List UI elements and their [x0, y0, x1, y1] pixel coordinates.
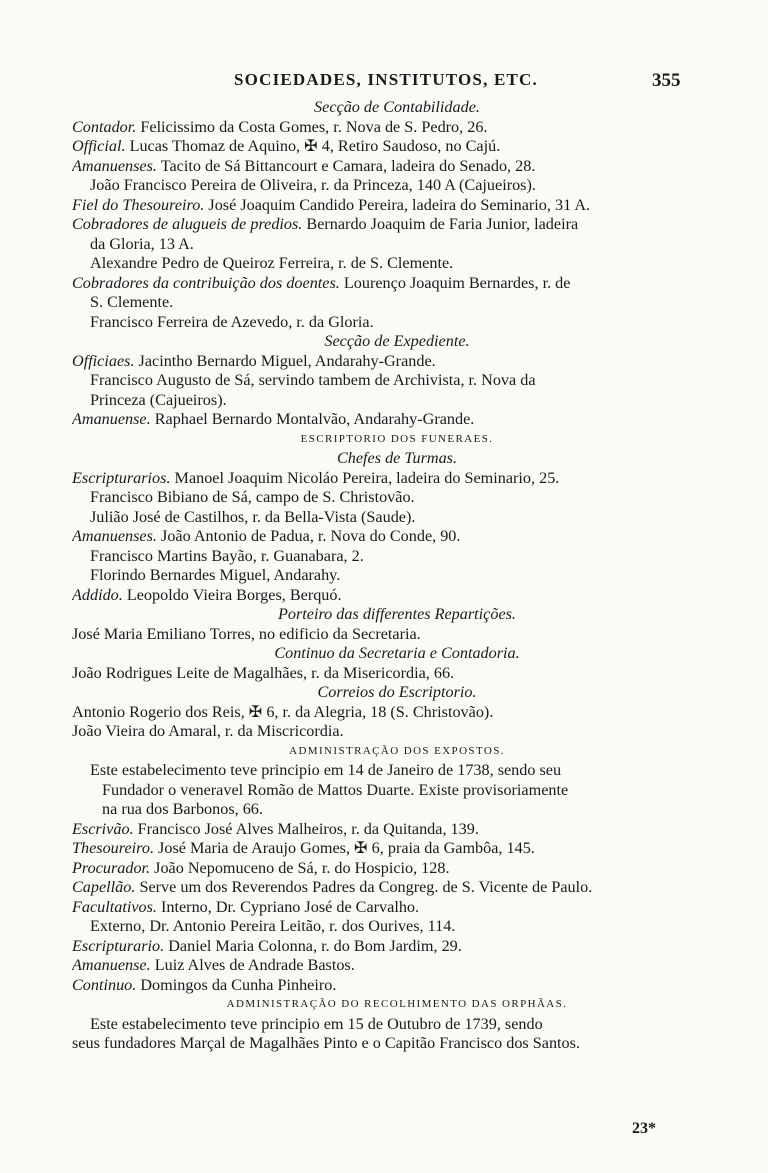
- section-title: ESCRIPTORIO DOS FUNERAES.: [300, 432, 494, 445]
- paragraph-line: Fundador o veneravel Romão de Mattos Duarte. Existe provisoriamente: [102, 780, 569, 799]
- role-label: Amanuense.: [72, 410, 151, 428]
- entry-line: da Gloria, 13 A.: [90, 234, 194, 253]
- entry-line: Alexandre Pedro de Queiroz Ferreira, r. de S. Clemente.: [90, 254, 454, 272]
- entry-line: S. Clemente.: [90, 293, 174, 311]
- entry-text: Daniel Maria Colonna, r. do Bom Jardim, 29.: [164, 936, 462, 955]
- entry-line: Externo, Dr. Antonio Pereira Leitão, r. dos Ourives, 114.: [90, 917, 456, 935]
- entry-text: João Nepomuceno de Sá, r. do Hospicio, 128.: [150, 858, 450, 877]
- entry-line: Francisco Augusto de Sá, servindo tambem de Archivista, r. Nova da: [90, 371, 536, 389]
- entry-line: [72, 118, 722, 138]
- entry-line: [72, 976, 722, 996]
- entry-line: [72, 586, 722, 606]
- entry-line: [72, 274, 722, 294]
- entry-line: Julião José de Castilhos, r. da Bella-Vista (Saude).: [90, 507, 416, 526]
- section-title: ADMINISTRAÇÃO DO RECOLHIMENTO DAS ORPHÃAS.: [226, 998, 568, 1010]
- page-body: [72, 98, 722, 1054]
- role-label: Facultativos.: [72, 897, 157, 916]
- entry-line: [72, 410, 722, 430]
- entry-line: [72, 215, 722, 235]
- section-heading: Secção de Contabilidade.: [314, 98, 480, 116]
- entry-line: [72, 839, 722, 859]
- entry-text: Domingos da Cunha Pinheiro.: [136, 975, 337, 994]
- signature-mark: 23*: [632, 1120, 656, 1137]
- entry-text: Raphael Bernardo Montalvão, Andarahy-Grande.: [150, 410, 475, 428]
- entry-line: João Rodrigues Leite de Magalhães, r. da Misericordia, 66.: [72, 663, 455, 682]
- role-label: Contador.: [72, 117, 137, 136]
- paragraph-line: Este estabelecimento teve principio em 15 de Outubro de 1739, sendo: [90, 1014, 543, 1033]
- entry-text: Lourenço Joaquim Bernardes, r. de: [339, 273, 571, 292]
- entry-line: [72, 352, 722, 372]
- entry-line: [72, 878, 722, 898]
- entry-text: José Maria de Araujo Gomes, ✠ 6, praia da Gambôa, 145.: [154, 839, 535, 857]
- role-label: Procurador.: [72, 858, 151, 877]
- entry-line: João Vieira do Amaral, r. da Miscricordia.: [72, 722, 344, 740]
- entry-line: Francisco Ferreira de Azevedo, r. da Gloria.: [90, 312, 374, 331]
- entry-text: Bernardo Joaquim de Faria Junior, ladeira: [302, 215, 579, 233]
- entry-text: Manoel Joaquim Nicoláo Pereira, ladeira do Seminario, 25.: [170, 468, 560, 487]
- entry-text: Jacintho Bernardo Miguel, Andarahy-Grande.: [134, 351, 436, 370]
- role-label: Cobradores da contribuição dos doentes.: [72, 273, 340, 292]
- entry-line: [72, 859, 722, 879]
- role-label: Escrivão.: [72, 819, 134, 838]
- role-label: Continuo.: [72, 975, 137, 994]
- entry-line: Francisco Martins Bayão, r. Guanabara, 2.: [90, 546, 364, 565]
- page-number: 355: [652, 70, 681, 91]
- section-title: ADMINISTRAÇÃO DOS EXPOSTOS.: [289, 744, 505, 757]
- entry-line: [72, 820, 722, 840]
- entry-text: Lucas Thomaz de Aquino, ✠ 4, Retiro Saudoso, no Cajú.: [125, 137, 501, 155]
- entry-line: Princeza (Cajueiros).: [90, 390, 227, 409]
- section-heading: Porteiro das differentes Repartições.: [278, 605, 516, 623]
- entry-text: Tacito de Sá Bittancourt e Camara, ladeira do Senado, 28.: [156, 156, 536, 175]
- entry-text: Leopoldo Vieira Borges, Berquó.: [122, 585, 342, 604]
- entry-text: Serve um dos Reverendos Padres da Congreg. de S. Vicente de Paulo.: [135, 878, 593, 896]
- page-header: SOCIEDADES, INSTITUTOS, ETC.: [234, 70, 538, 89]
- entry-text: Luiz Alves de Andrade Bastos.: [150, 956, 355, 974]
- entry-line: [72, 196, 722, 216]
- entry-line: [72, 527, 722, 547]
- role-label: Cobradores de alugueis de predios.: [72, 215, 303, 233]
- entry-text: José Joaquim Candido Pereira, ladeira do Seminario, 31 A.: [204, 195, 591, 214]
- role-label: Official.: [72, 137, 126, 155]
- paragraph-line: na rua dos Barbonos, 66.: [102, 800, 263, 818]
- role-label: Addido.: [72, 585, 123, 604]
- role-label: Amanuense.: [72, 956, 151, 974]
- role-label: Escripturario.: [72, 936, 165, 955]
- entry-line: Francisco Bibiano de Sá, campo de S. Christovão.: [90, 488, 415, 506]
- entry-line: Florindo Bernardes Miguel, Andarahy.: [90, 566, 341, 584]
- role-label: Capellão.: [72, 878, 136, 896]
- role-label: Amanuenses.: [72, 527, 157, 545]
- section-heading: Continuo da Secretaria e Contadoria.: [274, 644, 520, 662]
- role-label: Escripturarios.: [72, 468, 171, 487]
- role-label: Officiaes.: [72, 351, 135, 370]
- entry-line: [72, 157, 722, 177]
- entry-text: Interno, Dr. Cypriano José de Carvalho.: [156, 897, 420, 916]
- role-label: Amanuenses.: [72, 156, 157, 175]
- entry-text: Francisco José Alves Malheiros, r. da Quitanda, 139.: [133, 819, 479, 838]
- paragraph-line: Este estabelecimento teve principio em 14 de Janeiro de 1738, sendo seu: [90, 761, 562, 779]
- section-heading: Secção de Expediente.: [324, 332, 470, 350]
- entry-line: Antonio Rogerio dos Reis, ✠ 6, r. da Alegria, 18 (S. Christovão).: [72, 702, 494, 721]
- entry-line: José Maria Emiliano Torres, no edificio da Secretaria.: [72, 624, 421, 643]
- entry-line: [72, 937, 722, 957]
- entry-text: João Antonio de Padua, r. Nova do Conde, 90.: [156, 527, 461, 545]
- entry-line: João Francisco Pereira de Oliveira, r. da Princeza, 140 A (Cajueiros).: [90, 176, 536, 194]
- role-label: Fiel do Thesoureiro.: [72, 195, 205, 214]
- entry-text: Felicissimo da Costa Gomes, r. Nova de S. Pedro, 26.: [136, 117, 488, 136]
- entry-line: [72, 469, 722, 489]
- entry-line: [72, 137, 722, 157]
- paragraph-line: seus fundadores Marçal de Magalhães Pinto e o Capitão Francisco dos Santos.: [72, 1034, 580, 1052]
- entry-line: [72, 956, 722, 976]
- entry-line: [72, 898, 722, 918]
- section-heading: Chefes de Turmas.: [336, 449, 458, 467]
- role-label: Thesoureiro.: [72, 839, 154, 857]
- section-heading: Correios do Escriptorio.: [317, 683, 477, 701]
